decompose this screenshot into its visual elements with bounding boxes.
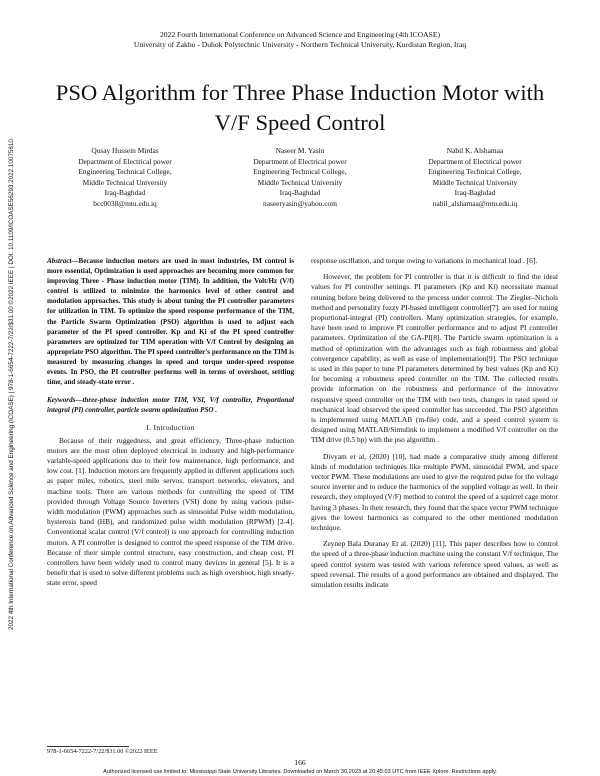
body-paragraph-divyam: Divyam et al, (2020) [10], had made a comparative study among different kinds of modulation techniques like multiple PWM, sinusoidal PWM, and space vector PWM. These modulations are used to give the required pulse for the voltage source inverter and to reduce the harmonics of the supplied voltage as well. In their research, they employed (V/F) method to control the speed of a squirrel cage motor having 3 phases. In their research, they found that the space vector PWM technique gives the lowest harmonics as compared to the other mentioned modulation technique.: [311, 451, 558, 533]
side-citation-strip: [0, 139, 15, 630]
author-email[interactable]: naseeryasin@yahoo.com: [263, 198, 337, 208]
copyright-footnote: 978-1-6654-7222-7/22/$31.00 ©2022 IEEE: [47, 748, 158, 755]
author-2: [215, 146, 385, 210]
author-college: Engineering Technical College,: [428, 167, 522, 177]
author-college: Engineering Technical College,: [253, 167, 347, 177]
author-department: Department of Electrical power: [253, 156, 347, 166]
author-name: Nabil K. Alshamaa: [446, 146, 504, 155]
author-college: Engineering Technical College,: [78, 167, 172, 177]
paper-title: [30, 78, 570, 138]
title-line-1: PSO Algorithm for Three Phase Induction Motor with: [55, 80, 545, 105]
body-paragraph-duranay: Zeynep Bala Duranay Et al. (2020) [11], This paper describes how to control the speed of a three-phase induction machine using the constant V/f technique, The speed control system was tested with various reference speed values, as well as speed reversal. The results of a good performance are obtained and displayed. The simulation results indicate: [311, 539, 558, 590]
author-name: Qusay Hussein Mirdas: [91, 146, 159, 155]
continued-paragraph: response oscillation, and torque owing to variations in mechanical load . [6].: [311, 256, 538, 265]
body-paragraph-pi-tuning: However, the problem for PI controller is that it is difficult to find the ideal values for PI controller settings. PI parameters (Kp and Ki) necessitate manual retuning before being delivered to the process under control. The Ziegler–Nichols method and personality fuzzy PI-based intelligent controller[7]. are used for tuning proportional-integral (PI) controllers. Many optimization strategies, for example, have been used to improve PI controller performance and to adjust PI controller parameters. Optimization of the GA-PI[8]. The Particle swarm optimization is a method of optimization with the advantages such as high robustness and global convergence capability, as well as ease of implementation[9]. The PSO technique is used in this paper to tune PI parameters determined by best values (Kp and Ki) for becoming a robustness speed controller on the TIM. The collected results provide information on the robustness and performance of the innovative responsive speed controller on the TIM with two tests, changes in rated speed or mechanical load observed the speed controller has succeeded. The PSO algorithm is implemented using MATLAB (m-file) code, and a speed control system is designed using MATLAB/Simulink to implement a modified V/f controller on the TIM drive (0.5 hp) with the pso algorithm .: [311, 272, 558, 445]
left-column: [47, 256, 294, 589]
conference-venue: University of Zakho - Duhok Polytechnic University - Northern Technical University, Kurdistan Region, Iraq: [133, 40, 467, 49]
author-university: Middle Technical University: [82, 177, 168, 187]
author-email[interactable]: bcc0038@mtu.edu.iq: [93, 198, 157, 208]
abstract-lead: Abstract—: [47, 257, 79, 265]
author-1: [40, 146, 210, 210]
author-university: Middle Technical University: [257, 177, 343, 187]
author-department: Department of Electrical power: [78, 156, 172, 166]
page-number: 166: [294, 758, 306, 767]
footnote-divider: [47, 746, 129, 747]
keywords-text: three-phase induction motor TIM, VSI, V/f controller, Proportional integral (PI) controller, particle swarm optimization PSO .: [47, 396, 294, 415]
conference-header: [0, 30, 600, 50]
conference-name: 2022 Fourth International Conference on Advanced Science and Engineering (4th ICOASE): [159, 30, 441, 39]
section-heading-introduction: I. Introduction: [146, 423, 195, 433]
author-department: Department of Electrical power: [428, 156, 522, 166]
author-city: Iraq-Baghdad: [279, 188, 321, 198]
keywords: [47, 395, 294, 415]
side-citation-text: 2022 4th International Conference on Advanced Science and Engineering (ICOASE) | 978-1-6654-7222-7/22/$31.00 ©2022 IEEE | DOI: 10.1109/ICOASE56293.2022.10075610: [8, 139, 15, 630]
abstract: [47, 256, 294, 387]
author-city: Iraq-Baghdad: [104, 188, 146, 198]
author-3: [390, 146, 560, 210]
abstract-text: Because induction motors are used in most industries, IM control is more essential, Optimization is used approaches are becoming more common for improving Three - Phase induction motor (TIM). In addition, the Volt/Hz (V/f) control is utilized to minimize the harmonics level of other control and modulation approaches. This study is about tuning the PI controller parameters for utilization in TIM. To optimize the speed response performance of the TIM, the Particle Swarm Optimization (PSO) algorithm is used to adjust each parameter of the PI speed controller. Kp and Ki of the PI speed controller parameters are optimized for TIM operation with V/f Control by designing an appropriate PSO algorithm. The PI speed controller's performance on the TIM is measured by measuring changes in speed and torque under-speed response events. In PSO, the PI controller performs well in terms of overshoot, settling time, and steady-state error .: [47, 257, 294, 387]
author-email[interactable]: nabil_alshamaa@mtu.edu.iq: [432, 198, 518, 208]
author-university: Middle Technical University: [432, 177, 518, 187]
author-block: [40, 146, 560, 210]
author-name: Naseer M. Yasin: [275, 146, 325, 155]
introduction-paragraph: Because of their ruggedness, and great efficiency, Three-phase induction motors are the most often deployed electrical in industry and high-performance variable-speed applications due to their low maintenance, high performance, and low cost. [1]. Induction motors are frequently applied in different applications such as paper miles, robotics, steel mile servos, transport networks, elevators, and machine tools. There are various methods for controlling the speed of TIM provided through Voltage Source Inverters (VSI) done by using various pulse-width modulation (PWM) approaches such as sinusoidal Pulse width modulation, hysteresis band (HB), and randomized pulse width modulation (RPWM) [2-4]. Conventional scalar control (V/f control) is one approach for controlling induction motors. A PI controller is designed to control the speed response of the TIM drive. Because of their simple control structure, easy construction, and cheap cost, PI controllers have been widely used to control many devices in general [5]. It is a benefit that is used to solve different problems such as high overshoot, high steady-state error, speed: [47, 435, 294, 588]
author-city: Iraq-Baghdad: [454, 188, 496, 198]
license-notice: Authorized licensed use limited to: Mississippi State University Libraries. Downloaded on March 30,2023 at 20:45:03 UTC from IEEE Xplore. Restrictions apply.: [103, 769, 497, 775]
keywords-lead: Keywords—: [47, 396, 83, 405]
title-line-2: V/F Speed Control: [214, 110, 386, 135]
right-column: [311, 256, 558, 590]
